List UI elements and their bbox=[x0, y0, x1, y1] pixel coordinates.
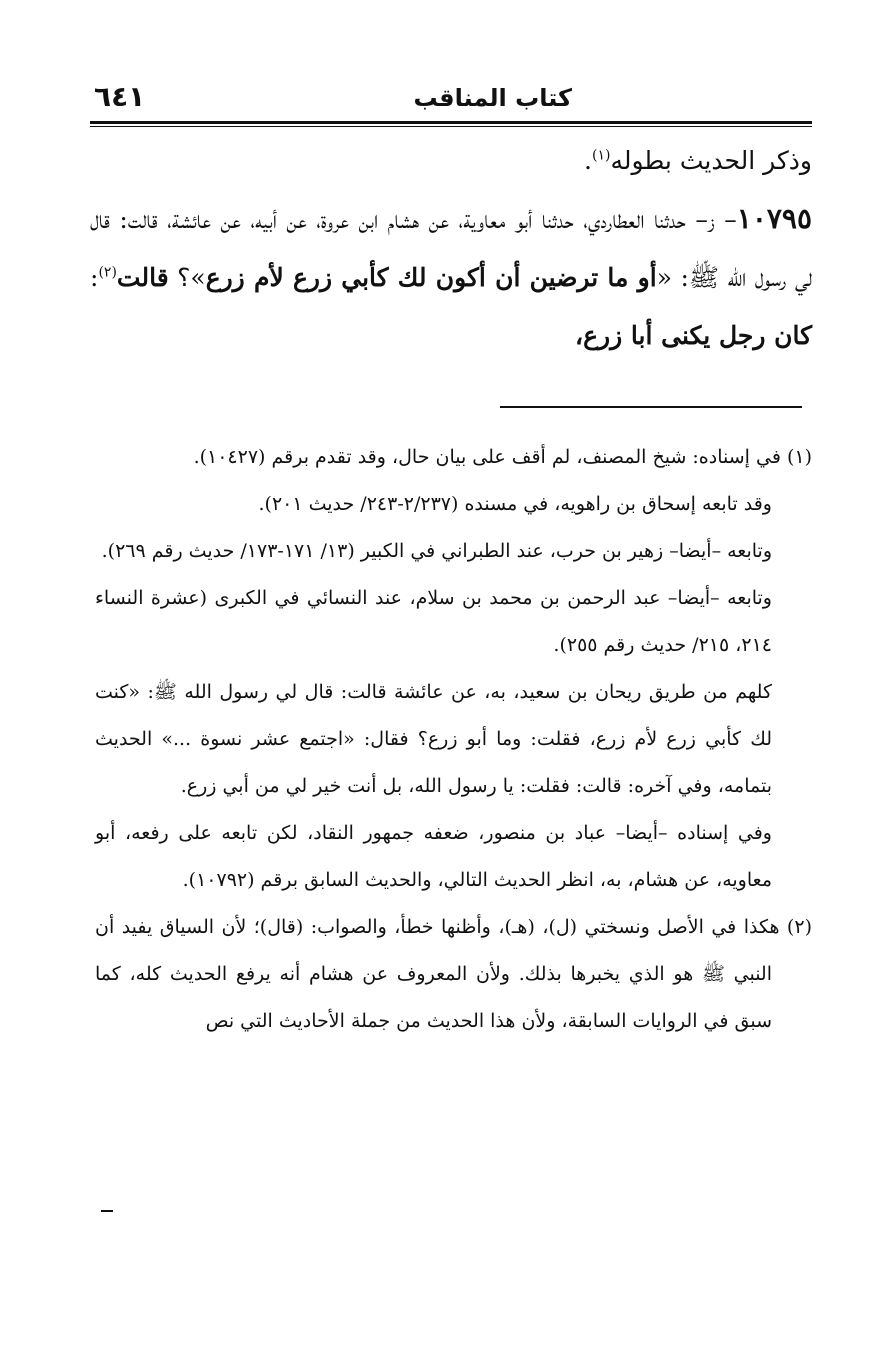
header-title: كتاب المناقب bbox=[413, 84, 572, 112]
footnote-ref-1: (١) bbox=[592, 147, 611, 164]
main-line-1-end: . bbox=[584, 146, 592, 175]
main-line-1-text: وذكر الحديث بطوله bbox=[610, 146, 812, 175]
hadith-end: كان رجل يكنى أبا زرع، bbox=[575, 321, 812, 350]
continuation-mark bbox=[101, 1210, 113, 1212]
hadith-intro: – ز– حدثنا العطاردي، حدثنا أبو معاوية، عن هشام ابن عروة، عن أبيه، عن عائشة، قالت: قال لي رسول الله ﷺ: « bbox=[90, 205, 812, 292]
footnote-1-p6: وفي إسناده –أيضا– عباد بن منصور، ضعفه جمهور النقاد، لكن تابعه على رفعه، أبو معاويه، عن هشام، به، انظر الحديث التالي، والحديث السابق برقم (١٠٧٩٢). bbox=[95, 822, 772, 891]
main-text bbox=[90, 132, 812, 365]
footnote-1-p1: (١) في إسناده: شيخ المصنف، لم أقف على بيان حال، وقد تقدم برقم (١٠٤٢٧). bbox=[193, 446, 812, 468]
main-line-1 bbox=[90, 132, 812, 190]
page-number: ٦٤١ bbox=[94, 80, 146, 113]
hadith-quote: أو ما ترضين أن أكون لك كأبي زرع لأم زرع bbox=[205, 263, 657, 292]
footnote-1-p3: وتابعه –أيضا– زهير بن حرب، عند الطبراني في الكبير (١٣/ ١٧١-١٧٣/ حديث رقم ٢٦٩). bbox=[101, 540, 772, 562]
running-header bbox=[90, 78, 812, 118]
hadith-colon: : bbox=[90, 263, 99, 292]
footnote-separator bbox=[500, 406, 802, 408]
footnote-ref-2: (٢) bbox=[98, 264, 117, 281]
footnote-2-p1: (٢) هكذا في الأصل ونسختي (ل)، (هـ)، وأظنها خطأ، والصواب: (قال)؛ لأن السياق يفيد أن النبي ﷺ هو الذي يخبرها بذلك. ولأن المعروف عن هشام أنه يرفع الحديث كله، كما سبق في الروايات السابقة، ولأن هذا الحديث من جملة الأحاديث التي نص bbox=[95, 916, 812, 1032]
hadith-after-quote: »؟ bbox=[168, 263, 206, 292]
hadith-paragraph bbox=[90, 190, 812, 365]
footnotes bbox=[95, 434, 812, 1045]
hadith-number: ١٠٧٩٥ bbox=[736, 202, 812, 235]
header-rule-thick bbox=[90, 121, 812, 124]
footnote-1-p2: وقد تابعه إسحاق بن راهويه، في مسنده (٢/٢٣٧-٢٤٣/ حديث ٢٠١). bbox=[258, 493, 772, 515]
hadith-qalat: قالت bbox=[116, 263, 169, 292]
footnote-1-p5: كلهم من طريق ريحان بن سعيد، به، عن عائشة قالت: قال لي رسول الله ﷺ: «كنت لك كأبي زرع لأم زرع، فقلت: وما أبو زرع؟ فقال: «اجتمع عشر نسوة ...» الحديث بتمامه، وفي آخره: قالت: فقلت: يا رسول الله، بل أنت خير لي من أبي زرع. bbox=[95, 681, 772, 797]
footnote-1-p4: وتابعه –أيضا– عبد الرحمن بن محمد بن سلام، عند النسائي في الكبرى (عشرة النساء ٢١٤، ٢١٥/ حديث رقم ٢٥٥). bbox=[95, 587, 772, 656]
header-rule-thin bbox=[90, 126, 812, 127]
